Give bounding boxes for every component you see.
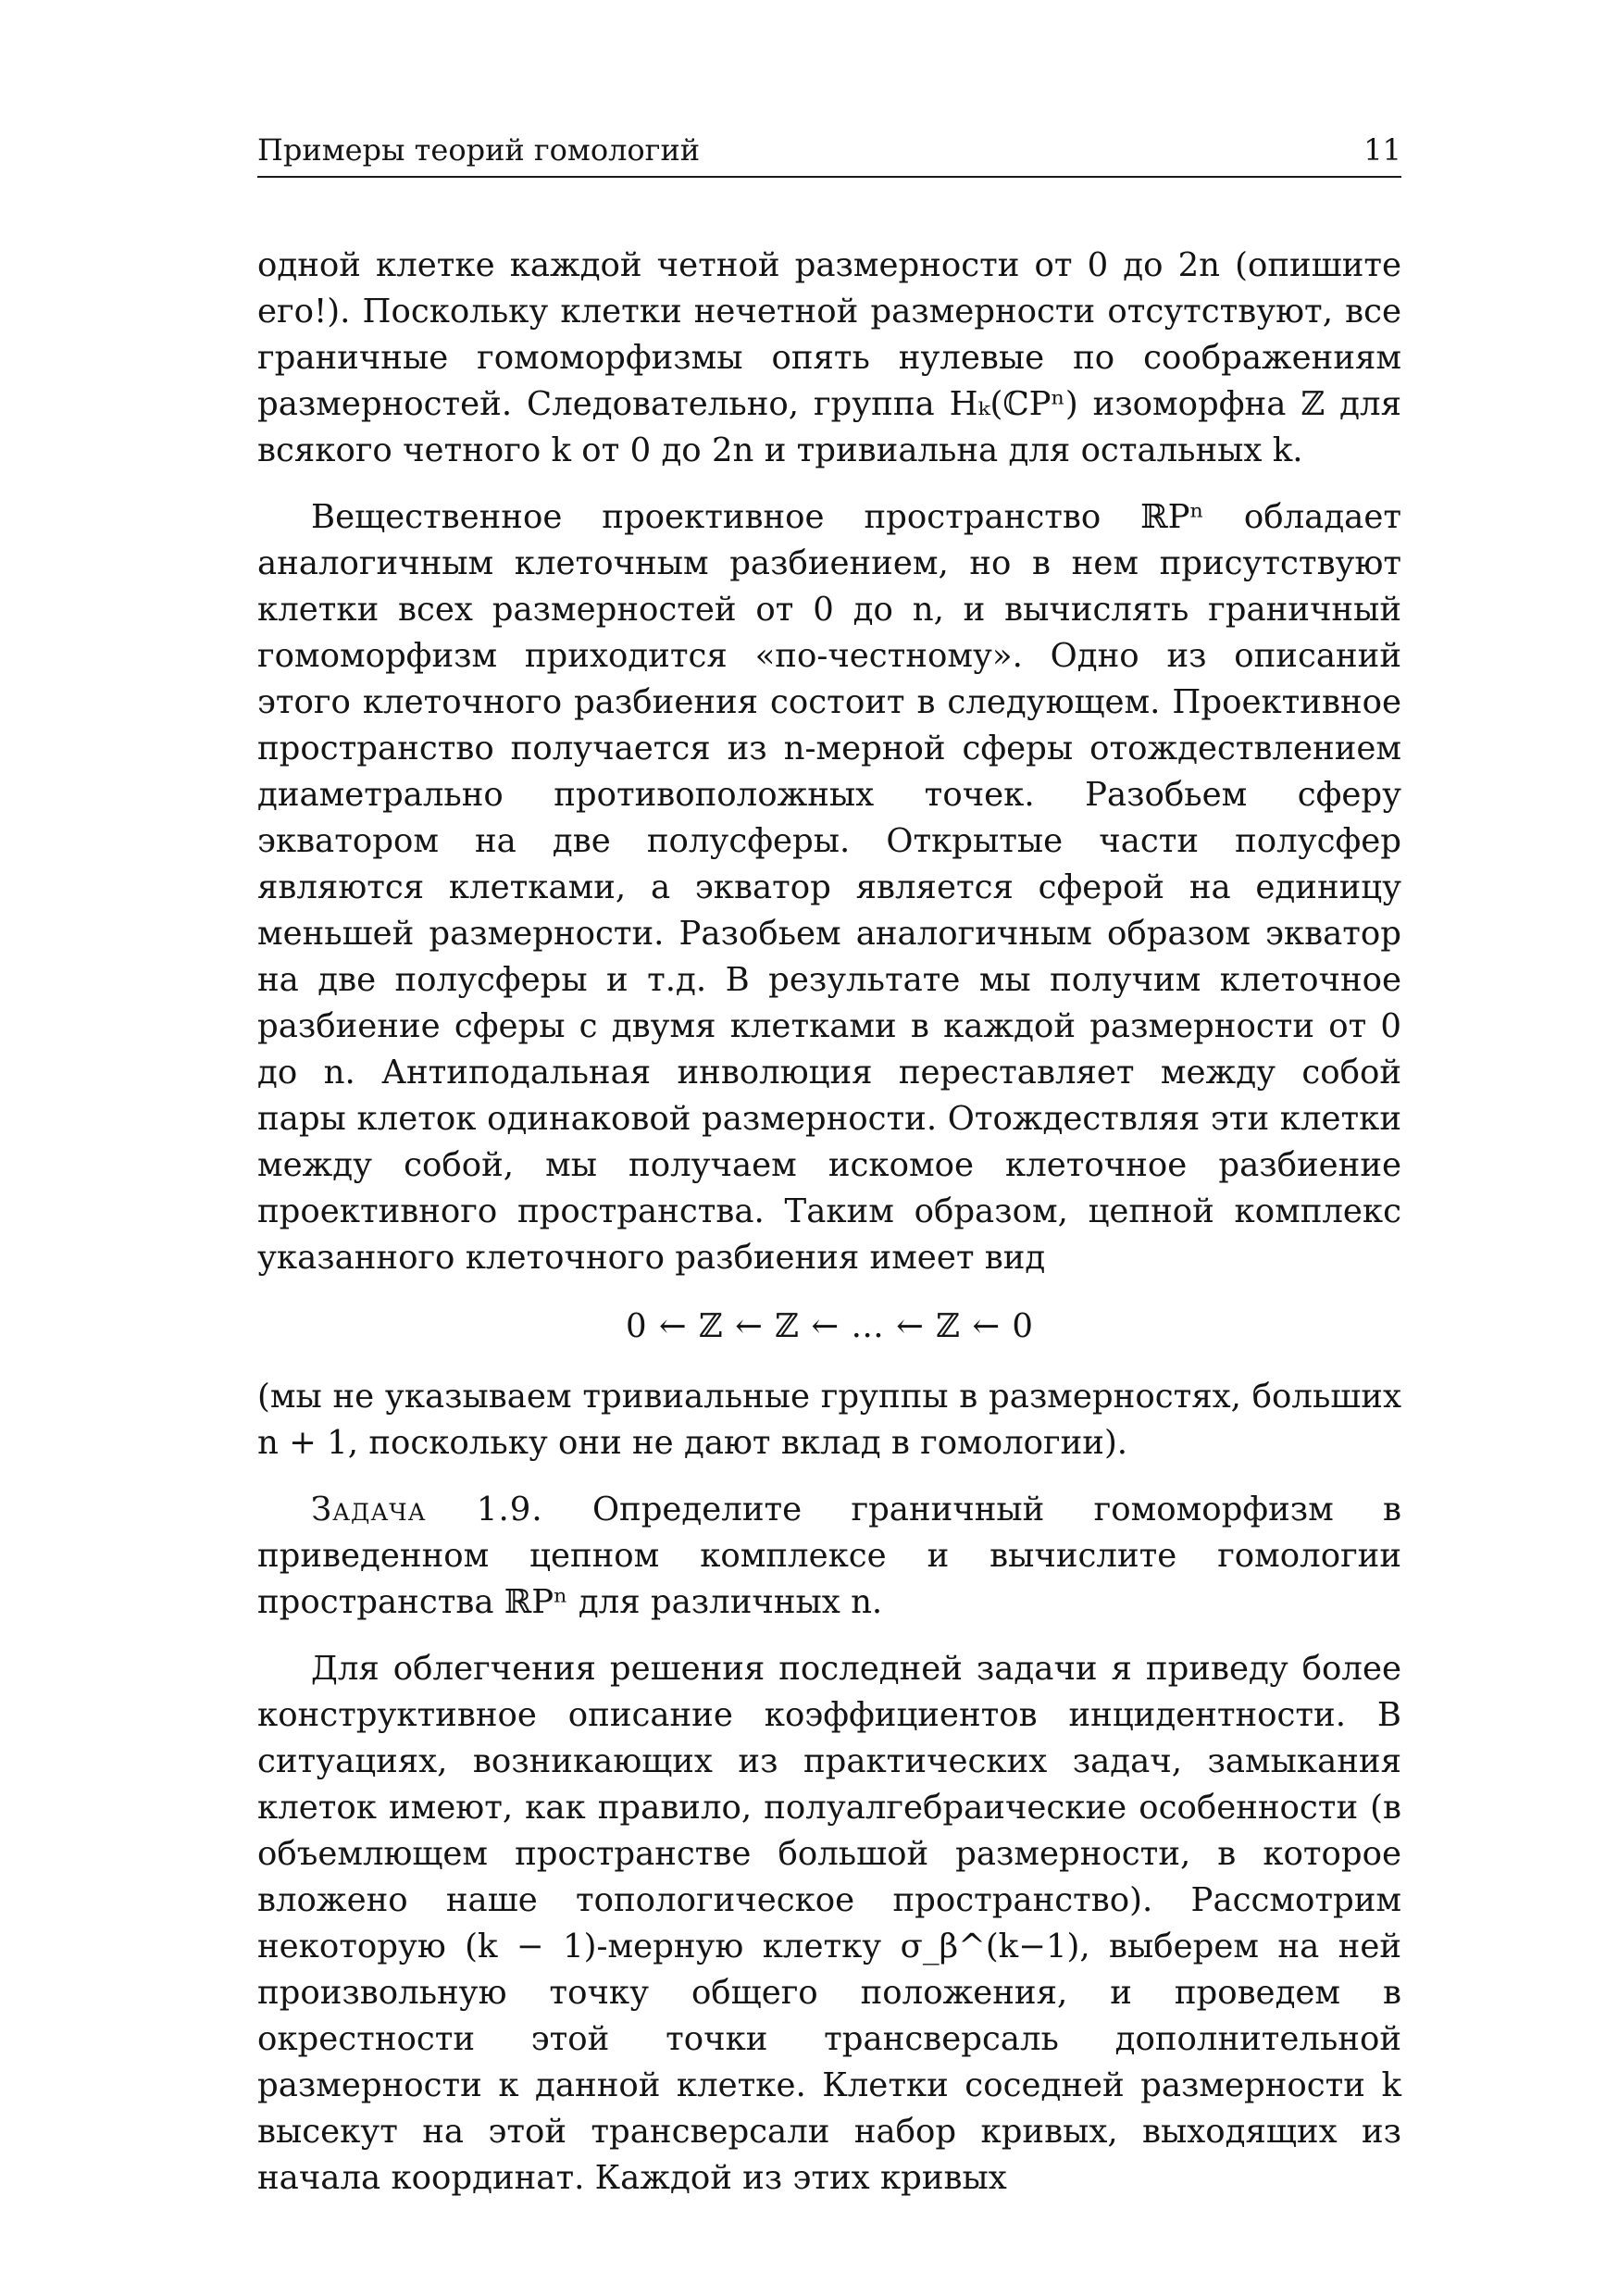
running-header xyxy=(257,130,1401,178)
paragraph-3: (мы не указываем тривиальные группы в размерностях, больших n + 1, поскольку они не дают вклад в гомологии). xyxy=(257,1378,1401,1462)
page-number: 11 xyxy=(1363,132,1401,168)
task-text: Определите граничный гомоморфизм в приведенном цепном комплексе и вычислите гомологии пространства ℝPⁿ для различных n. xyxy=(257,1491,1402,1621)
paragraph-2: Вещественное проективное пространство ℝPⁿ обладает аналогичным клеточным разбиением, но в нем присутствуют клетки всех размерностей от 0 до n, и вычислять граничный гомоморфизм приходится «по-честному». Одно из описаний этого клеточного разбиения состоит в следующем. Проективное пространство получается из n-мерной сферы отождествлением диаметрально противоположных точек. Разобьем сферу экватором на две полусферы. Открытые части полусфер являются клетками, а экватор является сферой на единицу меньшей размерности. Разобьем аналогичным образом экватор на две полусферы и т.д. В результате мы получим клеточное разбиение сферы с двумя клетками в каждой размерности от 0 до n. Антиподальная инволюция переставляет между собой пары клеток одинаковой размерности. Отождествляя эти клетки между собой, мы получаем искомое клеточное разбиение проективного пространства. Таким образом, цепной комплекс указанного клеточного разбиения имеет вид xyxy=(257,498,1401,1277)
body-text xyxy=(257,243,1401,2202)
task-label: Задача 1.9. xyxy=(311,1491,543,1529)
task-1-9 xyxy=(257,1487,1401,1626)
chain-complex-formula: 0 ← ℤ ← ℤ ← … ← ℤ ← 0 xyxy=(626,1307,1033,1345)
paragraph-1: одной клетке каждой четной размерности от 0 до 2n (опишите его!). Поскольку клетки нечетной размерности отсутствуют, все граничные гомоморфизмы опять нулевые по соображениям размерностей. Следовательно, группа Hₖ(ℂPⁿ) изоморфна ℤ для всякого четного k от 0 до 2n и тривиальна для остальных k. xyxy=(257,246,1401,469)
paragraph-4: Для облегчения решения последней задачи я приведу более конструктивное описание коэффициентов инцидентности. В ситуациях, возникающих из практических задач, замыкания клеток имеют, как правило, полуалгебраические особенности (в объемлющем пространстве большой размерности, в которое вложено наше топологическое пространство). Рассмотрим некоторую (k − 1)-мерную клетку σ_β^(k−1), выберем на ней произвольную точку общего положения, и проведем в окрестности этой точки трансверсаль дополнительной размерности к данной клетке. Клетки соседней размерности k высекут на этой трансверсали набор кривых, выходящих из начала координат. Каждой из этих кривых xyxy=(257,1650,1401,2197)
running-title: Примеры теорий гомологий xyxy=(257,132,701,168)
book-page xyxy=(257,130,1401,2222)
